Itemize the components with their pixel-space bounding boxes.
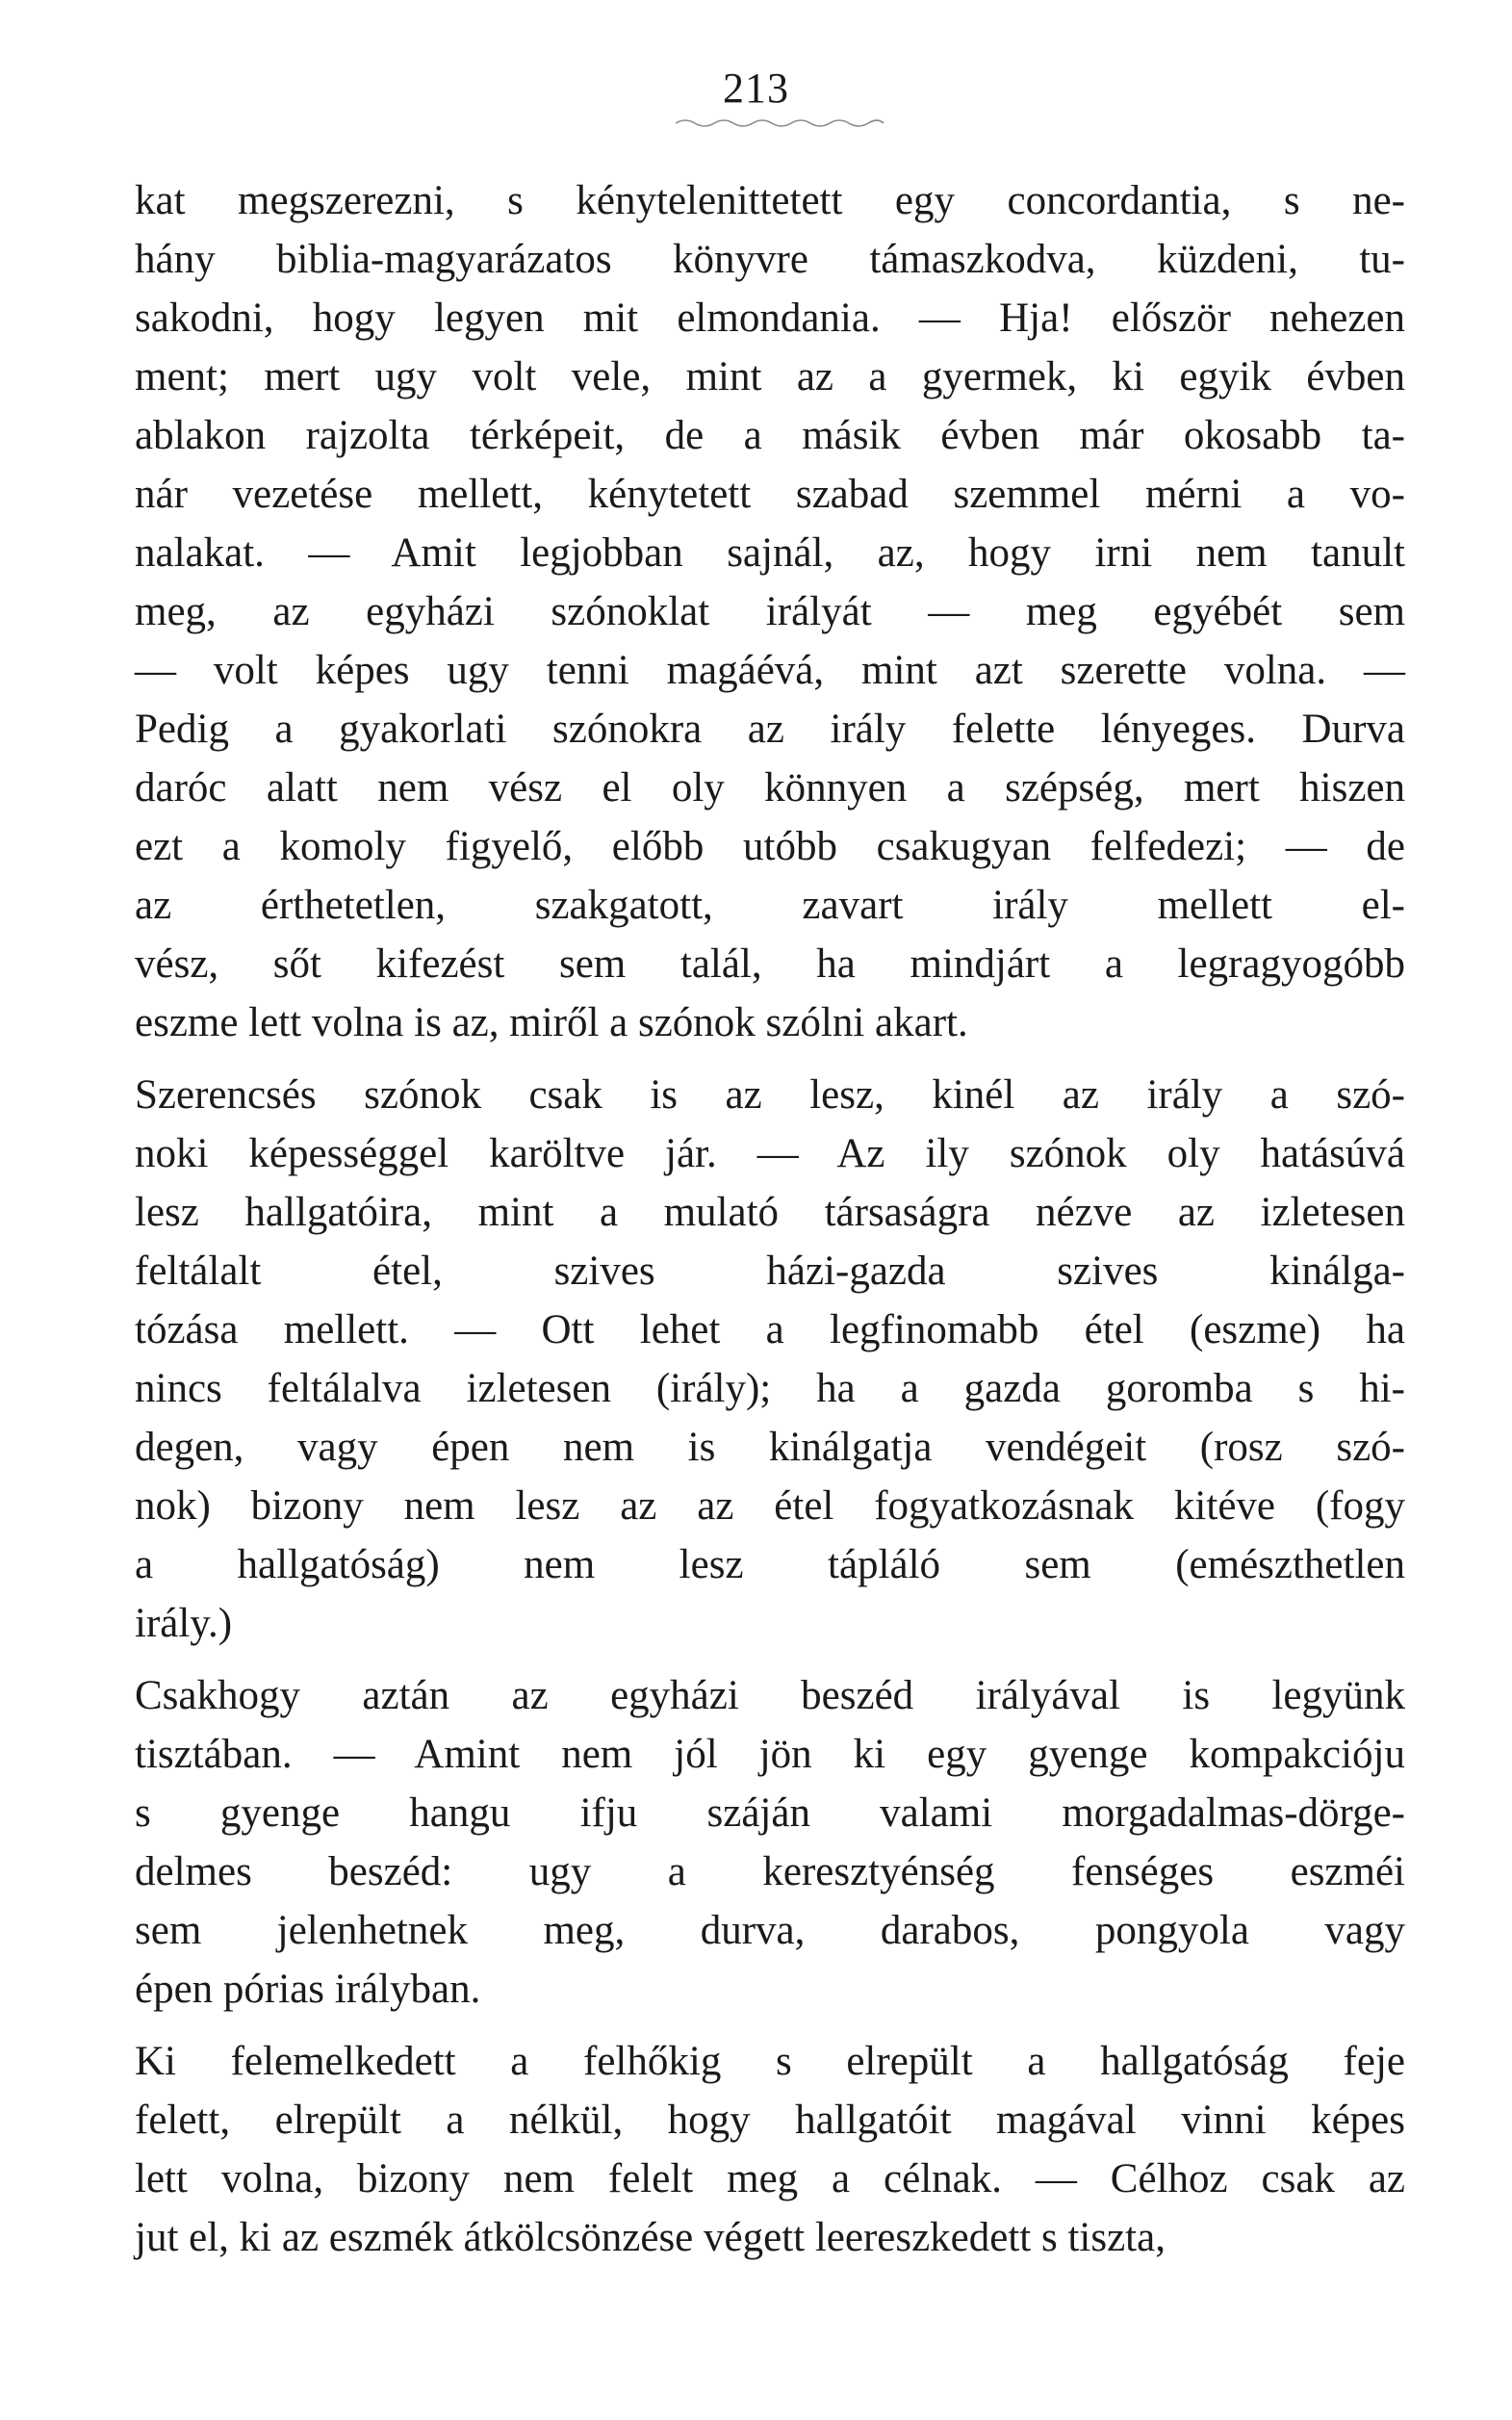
paragraph <box>135 1066 1405 1653</box>
text-line: hány biblia-magyarázatos könyvre támaszkodva, küzdeni, tu- <box>135 237 1405 282</box>
text-line: degen, vagy épen nem is kinálgatja vendégeit (rosz szó- <box>135 1425 1405 1470</box>
body-text <box>135 171 1405 2267</box>
text-line: felett, elrepült a nélkül, hogy hallgatóit magával vinni képes <box>135 2098 1405 2143</box>
text-line: vész, sőt kifezést sem talál, ha mindjárt a legragyogóbb <box>135 941 1405 987</box>
page-number: 213 <box>723 64 789 112</box>
text-line: s gyenge hangu ifju száján valami morgadalmas-dörge- <box>135 1790 1405 1836</box>
text-line: Szerencsés szónok csak is az lesz, kinél az irály a szó- <box>135 1072 1405 1118</box>
text-line: feltálalt étel, szives házi-gazda szives kinálga- <box>135 1249 1405 1294</box>
text-line: lett volna, bizony nem felelt meg a célnak. — Célhoz csak az <box>135 2156 1405 2201</box>
text-line: meg, az egyházi szónoklat irályát — meg egyébét sem <box>135 589 1405 634</box>
text-line: tózása mellett. — Ott lehet a legfinomabb étel (eszme) ha <box>135 1307 1405 1352</box>
text-line: — volt képes ugy tenni magáévá, mint azt szerette volna. — <box>135 648 1405 693</box>
text-line: jut el, ki az eszmék átkölcsönzése végett leereszkedett s tiszta, <box>135 2215 1166 2260</box>
text-line: sem jelenhetnek meg, durva, darabos, pongyola vagy <box>135 1908 1405 1953</box>
paragraph <box>135 171 1405 1052</box>
text-line: lesz hallgatóira, mint a mulató társaságra nézve az izletesen <box>135 1190 1405 1235</box>
text-line: nalakat. — Amit legjobban sajnál, az, hogy irni nem tanult <box>135 530 1405 576</box>
text-line: eszme lett volna is az, miről a szónok szólni akart. <box>135 1000 968 1045</box>
text-line: Csakhogy aztán az egyházi beszéd irályával is legyünk <box>135 1673 1405 1718</box>
text-line: nok) bizony nem lesz az az étel fogyatkozásnak kitéve (fogy <box>135 1483 1405 1529</box>
text-line: nincs feltálalva izletesen (irály); ha a gazda goromba s hi- <box>135 1366 1405 1411</box>
text-line: daróc alatt nem vész el oly könnyen a szépség, mert hiszen <box>135 765 1405 811</box>
text-line: tisztában. — Amint nem jól jön ki egy gyenge kompakcióju <box>135 1732 1405 1777</box>
text-line: a hallgatóság) nem lesz tápláló sem (emészthetlen <box>135 1542 1405 1587</box>
text-line: sakodni, hogy legyen mit elmondania. — Hja! először nehezen <box>135 296 1405 341</box>
paragraph <box>135 1666 1405 2019</box>
text-line: az érthetetlen, szakgatott, zavart irály mellett el- <box>135 883 1405 928</box>
text-line: delmes beszéd: ugy a keresztyénség fenséges eszméi <box>135 1849 1405 1894</box>
ornament-rule <box>674 116 885 131</box>
text-line: ablakon rajzolta térképeit, de a másik évben már okosabb ta- <box>135 413 1405 458</box>
text-line: épen pórias irályban. <box>135 1967 481 2012</box>
text-line: ezt a komoly figyelő, előbb utóbb csakugyan felfedezi; — de <box>135 824 1405 869</box>
text-line: Pedig a gyakorlati szónokra az irály felette lényeges. Durva <box>135 707 1405 752</box>
paragraph <box>135 2032 1405 2267</box>
text-line: Ki felemelkedett a felhőkig s elrepült a hallgatóság feje <box>135 2039 1405 2084</box>
text-line: kat megszerezni, s kénytelenittetett egy concordantia, s ne- <box>135 178 1405 223</box>
text-line: irály.) <box>135 1601 233 1646</box>
text-line: ment; mert ugy volt vele, mint az a gyermek, ki egyik évben <box>135 354 1405 399</box>
text-line: noki képességgel karöltve jár. — Az ily szónok oly hatásúvá <box>135 1131 1405 1176</box>
text-line: nár vezetése mellett, kénytetett szabad szemmel mérni a vo- <box>135 472 1405 517</box>
